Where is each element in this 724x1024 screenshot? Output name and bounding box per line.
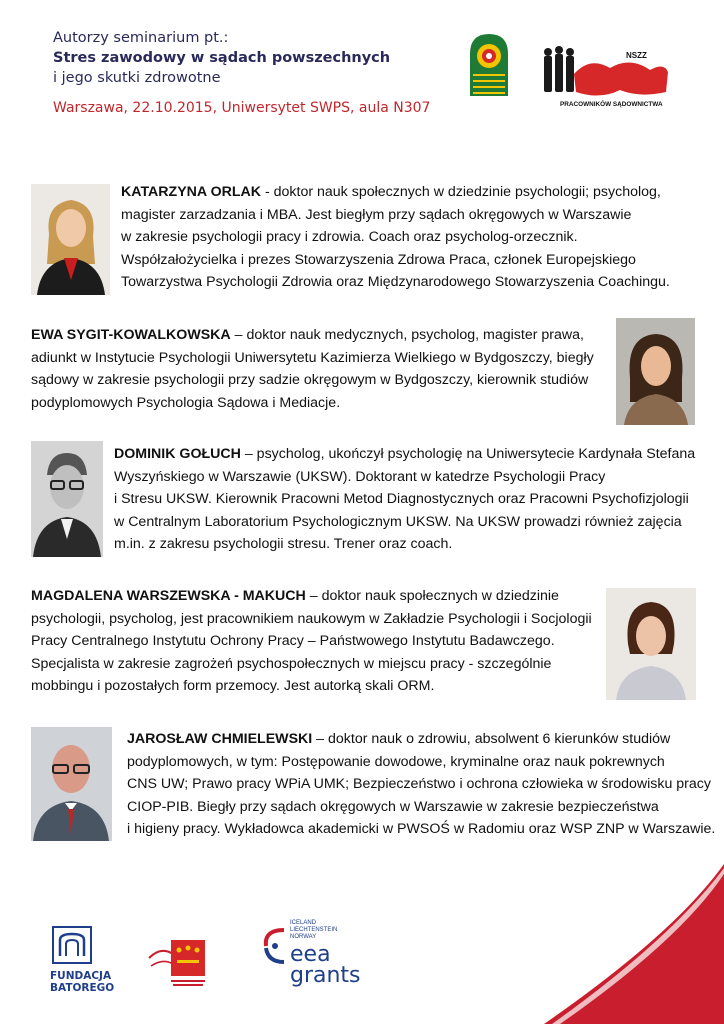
bio-jaroslaw-chmielewski xyxy=(127,728,722,841)
bio-dominik-goluch xyxy=(114,443,719,556)
bio-line: adiunkt w Instytucie Psychologii Uniwersytetu Kazimierza Wielkiego w Bydgoszczy, biegły xyxy=(31,349,594,366)
bio-line: i higieny pracy. Wykładowca akademicki w PWSOŚ w Radomiu oraz WSP ZNP w Warszawie. xyxy=(127,821,716,838)
decorative-swoosh xyxy=(524,864,724,1024)
bio-line: - doktor nauk społecznych w dziedzinie psychologii; psycholog, xyxy=(261,184,661,200)
author-name: EWA SYGIT-KOWALKOWSKA xyxy=(31,327,231,343)
bio-line: sądowy w zakresie psychologii przy sadzie okręgowym w Bydgoszczy, kierownik studiów xyxy=(31,372,589,389)
bio-line: Wyszyńskiego w Warszawie (UKSW). Doktorant w katedrze Psychologii Pracy xyxy=(114,468,606,485)
bio-line: Pracy Centralnego Instytutu Ochrony Pracy – Państwowego Instytutu Badawczego. xyxy=(31,633,555,650)
bio-line: m.in. z zakresu psychologii stresu. Trener oraz coach. xyxy=(114,536,453,553)
seminar-title: Stres zawodowy w sądach powszechnych xyxy=(53,50,391,66)
header-intro: Autorzy seminarium pt.: xyxy=(53,30,229,46)
eea-mark-icon xyxy=(262,926,288,966)
batory-line1: FUNDACJA xyxy=(50,970,112,982)
eea-countries xyxy=(290,920,337,941)
bio-line: CNS UW; Prawo pracy WPiA UMK; Bezpieczeństwo i ochrona człowieka w środowisku pracy xyxy=(127,776,711,793)
bio-line: podyplomowych, w tym: Postępowanie dowodowe, kryminalne oraz nauk pokrewnych xyxy=(127,753,665,770)
eea-country: NORWAY xyxy=(290,934,317,940)
photo-katarzyna-orlak xyxy=(31,184,110,295)
bio-line: magister zarzadzania i MBA. Jest biegłym przy sądach okręgowych w Warszawie xyxy=(121,206,632,223)
photo-ewa-sygit-kowalkowska xyxy=(616,318,695,425)
batory-mark-icon xyxy=(52,926,92,964)
bio-line: – doktor nauk medycznych, psycholog, magister prawa, xyxy=(230,327,584,343)
bio-line: – doktor nauk społecznych w dziedzinie xyxy=(305,588,559,604)
pfdim-logo xyxy=(147,936,217,988)
bio-line: CIOP-PIB. Biegły przy sądach okręgowych w Warszawie w zakresie bezpieczeństwa xyxy=(127,798,659,815)
eea-country: LIECHTENSTEIN xyxy=(290,927,338,933)
author-name: MAGDALENA WARSZEWSKA - MAKUCH xyxy=(31,588,306,604)
nszz-label: NSZZ xyxy=(626,51,647,60)
eea-country: ICELAND xyxy=(290,920,317,926)
author-name: JAROSŁAW CHMIELEWSKI xyxy=(127,731,313,747)
bio-line: w Centralnym Laboratorium Psychologicznym UKSW. Na UKSW prowadzi również zajęcia xyxy=(114,513,682,530)
bio-line: i Stresu UKSW. Kierownik Pracowni Metod Diagnostycznych oraz Pracowni Psychofizjologii xyxy=(114,491,689,508)
photo-magdalena-warszewska-makuch xyxy=(606,588,696,700)
bio-line: Towarzystwa Psychologii Zdrowia oraz Międzynarodowego Stowarzyszenia Coachingu. xyxy=(121,274,670,291)
photo-dominik-goluch xyxy=(31,441,103,557)
bio-line: – doktor nauk o zdrowiu, absolwent 6 kierunków studiów xyxy=(312,731,671,747)
zdrowa-praca-logo xyxy=(466,30,512,100)
eea-word: eea xyxy=(290,942,331,967)
grants-word: grants xyxy=(290,963,361,988)
eea-grants-logo xyxy=(262,920,372,996)
seminar-date-location: Warszawa, 22.10.2015, Uniwersytet SWPS, aula N307 xyxy=(53,100,431,116)
author-name: KATARZYNA ORLAK xyxy=(121,184,262,200)
seminar-subtitle: i jego skutki zdrowotne xyxy=(53,70,221,86)
bio-line: Współzałożycielka i prezes Stowarzyszenia Zdrowa Praca, członek Europejskiego xyxy=(121,251,636,268)
bio-magdalena-warszewska-makuch xyxy=(31,585,606,698)
bio-line: psychologii, psycholog, jest pracownikiem naukowym w Zakładzie Psychologii i Socjologii xyxy=(31,610,592,627)
bio-ewa-sygit-kowalkowska xyxy=(31,324,611,414)
bio-line: Specjalista w zakresie zagrożeń psychospołecznych w miejscu pracy - szczególnie xyxy=(31,655,552,672)
batory-line2: BATOREGO xyxy=(50,982,115,994)
photo-jaroslaw-chmielewski xyxy=(31,727,112,841)
solidarnosc-subtitle: PRACOWNIKÓW SĄDOWNICTWA xyxy=(560,101,663,108)
bio-line: – psycholog, ukończył psychologię na Uniwersytecie Kardynała Stefana xyxy=(240,446,696,462)
bio-line: mobbingu i pozostałych form przemocy. Jest autorką skali ORM. xyxy=(31,678,435,695)
author-name: DOMINIK GOŁUCH xyxy=(114,446,241,462)
solidarnosc-logo xyxy=(540,42,672,114)
bio-katarzyna-orlak xyxy=(121,181,721,294)
bio-line: podyplomowych Psychologia Sądowa i Mediacje. xyxy=(31,394,341,411)
bio-line: w zakresie psychologii pracy i zdrowia. Coach oraz psycholog-orzecznik. xyxy=(121,229,578,246)
seminar-header xyxy=(53,28,433,118)
fundacja-batorego-logo xyxy=(50,926,120,998)
